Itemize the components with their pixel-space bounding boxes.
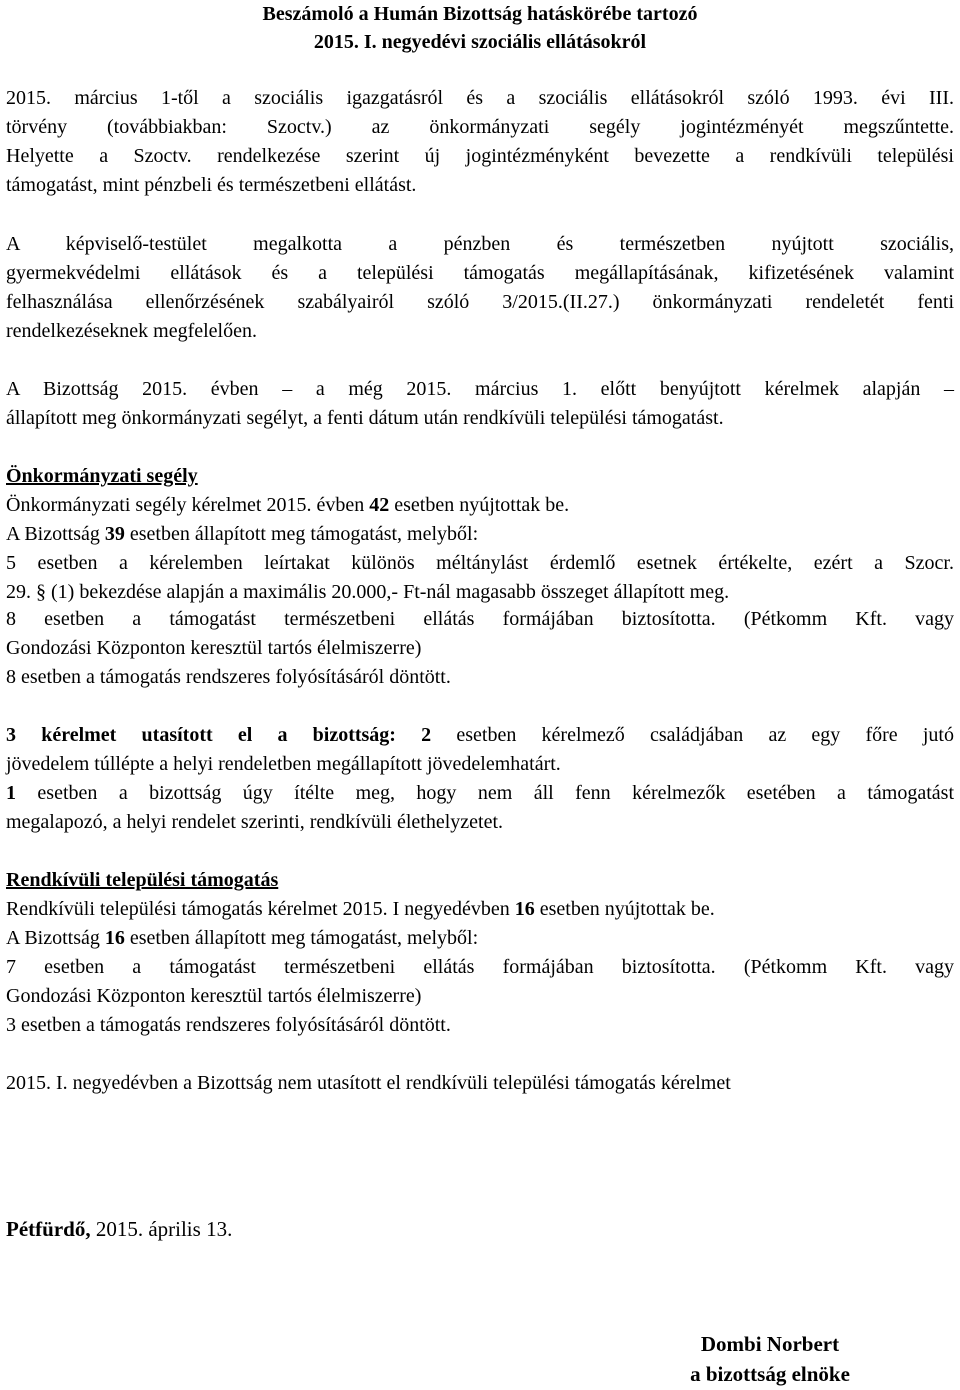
committee-line-1: A Bizottság 2015. évben – a még 2015. március 1. előtt benyújtott kérelmek alapján – xyxy=(6,378,954,400)
rejected-line-3-num: 1 xyxy=(6,782,16,804)
segely-line-2-pre: A Bizottság xyxy=(6,523,105,545)
document-title-line1: Beszámoló a Humán Bizottság hatáskörébe tartozó xyxy=(262,3,698,25)
closing-line: 2015. I. negyedévben a Bizottság nem utasított el rendkívüli települési támogatás kérelmet xyxy=(6,1072,731,1094)
rendkivuli-line-1-pre: Rendkívüli települési támogatás kérelmet 2015. I negyedévben xyxy=(6,898,515,920)
segely-request-count: 42 xyxy=(369,494,390,516)
rendkivuli-line-4: Gondozási Központon keresztül tartós élelmiszerre) xyxy=(6,985,422,1007)
place-date xyxy=(6,1215,954,1244)
committee-line-2: állapított meg önkormányzati segélyt, a fenti dátum után rendkívüli települési támogatást. xyxy=(6,407,724,429)
rejected-line-1-post: esetben kérelmező családjában az egy főre jutó xyxy=(431,724,954,746)
segely-line-1-post: esetben nyújtottak be. xyxy=(389,494,570,516)
rendkivuli-line-2-pre: A Bizottság xyxy=(6,927,105,949)
regulation-line-2: gyermekvédelmi ellátások és a települési támogatás megállapításának, kifizetésének valamint xyxy=(6,262,954,284)
regulation-line-3: felhasználása ellenőrzésének szabályairól szóló 3/2015.(II.27.) önkormányzati rendeletét fenti xyxy=(6,291,954,313)
segely-line-1 xyxy=(6,491,954,520)
intro-line-2: törvény (továbbiakban: Szoctv.) az önkormányzati segély jogintézményét megszűntette. xyxy=(6,116,954,138)
rendkivuli-line-2-post: esetben állapított meg támogatást, melyből: xyxy=(124,927,479,949)
signer-role: a bizottság elnöke xyxy=(690,1362,850,1386)
rendkivuli-heading-text: Rendkívüli települési támogatás xyxy=(6,869,279,891)
regulation-line-4: rendelkezéseknek megfelelően. xyxy=(6,320,257,342)
rejected-line-1 xyxy=(6,721,954,750)
segely-approved-count: 39 xyxy=(104,523,125,545)
place: Pétfürdő, xyxy=(6,1217,91,1241)
rejected-line-2: jövedelem túllépte a helyi rendeletben megállapított jövedelemhatárt. xyxy=(6,753,561,775)
rejected-line-1-bold: 3 kérelmet utasított el a bizottság: 2 xyxy=(6,724,432,746)
intro-line-3: Helyette a Szoctv. rendelkezése szerint új jogintézményként bevezette a rendkívüli települési xyxy=(6,145,954,167)
segely-line-6: Gondozási Központon keresztül tartós élelmiszerre) xyxy=(6,637,422,659)
regulation-line-1: A képviselő-testület megalkotta a pénzben és természetben nyújtott szociális, xyxy=(6,233,954,255)
segely-heading xyxy=(6,462,954,491)
rendkivuli-line-5: 3 esetben a támogatás rendszeres folyósításáról döntött. xyxy=(6,1014,451,1036)
rendkivuli-heading xyxy=(6,866,954,895)
rejected-line-4: megalapozó, a helyi rendelet szerinti, rendkívüli élethelyzetet. xyxy=(6,811,504,833)
segely-line-2 xyxy=(6,520,954,549)
rendkivuli-line-3: 7 esetben a támogatást természetbeni ellátás formájában biztosította. (Pétkomm Kft. vagy xyxy=(6,956,954,978)
segely-line-4: 29. § (1) bekezdése alapján a maximális 20.000,- Ft-nál magasabb összeget állapított meg. xyxy=(6,581,730,603)
intro-line-1: 2015. március 1-től a szociális igazgatásról és a szociális ellátásokról szóló 1993. évi III. xyxy=(6,87,954,109)
rejected-line-3 xyxy=(6,779,954,808)
segely-line-1-pre: Önkormányzati segély kérelmet 2015. évben xyxy=(6,494,370,516)
intro-line-4: támogatást, mint pénzbeli és természetbeni ellátást. xyxy=(6,174,417,196)
date: 2015. április 13. xyxy=(90,1217,233,1241)
document-title-line2: 2015. I. negyedévi szociális ellátásokról xyxy=(313,31,647,53)
rendkivuli-line-2 xyxy=(6,924,954,953)
rejected-line-3-post: esetben a bizottság úgy ítélte meg, hogy nem áll fenn kérelmezők esetében a támogatást xyxy=(16,782,954,804)
rendkivuli-line-1 xyxy=(6,895,954,924)
segely-heading-text: Önkormányzati segély xyxy=(6,465,198,487)
segely-line-5: 8 esetben a támogatást természetbeni ellátás formájában biztosította. (Pétkomm Kft. vagy xyxy=(6,608,954,630)
rendkivuli-request-count: 16 xyxy=(514,898,535,920)
rendkivuli-line-1-post: esetben nyújtottak be. xyxy=(534,898,715,920)
segely-line-3: 5 esetben a kérelemben leírtakat különös méltánylást érdemlő esetnek értékelte, ezért a Szocr. xyxy=(6,552,954,574)
segely-line-2-post: esetben állapított meg támogatást, melyből: xyxy=(124,523,479,545)
segely-line-7: 8 esetben a támogatás rendszeres folyósításáról döntött. xyxy=(6,666,451,688)
rendkivuli-approved-count: 16 xyxy=(104,927,125,949)
signer-name: Dombi Norbert xyxy=(700,1332,840,1356)
